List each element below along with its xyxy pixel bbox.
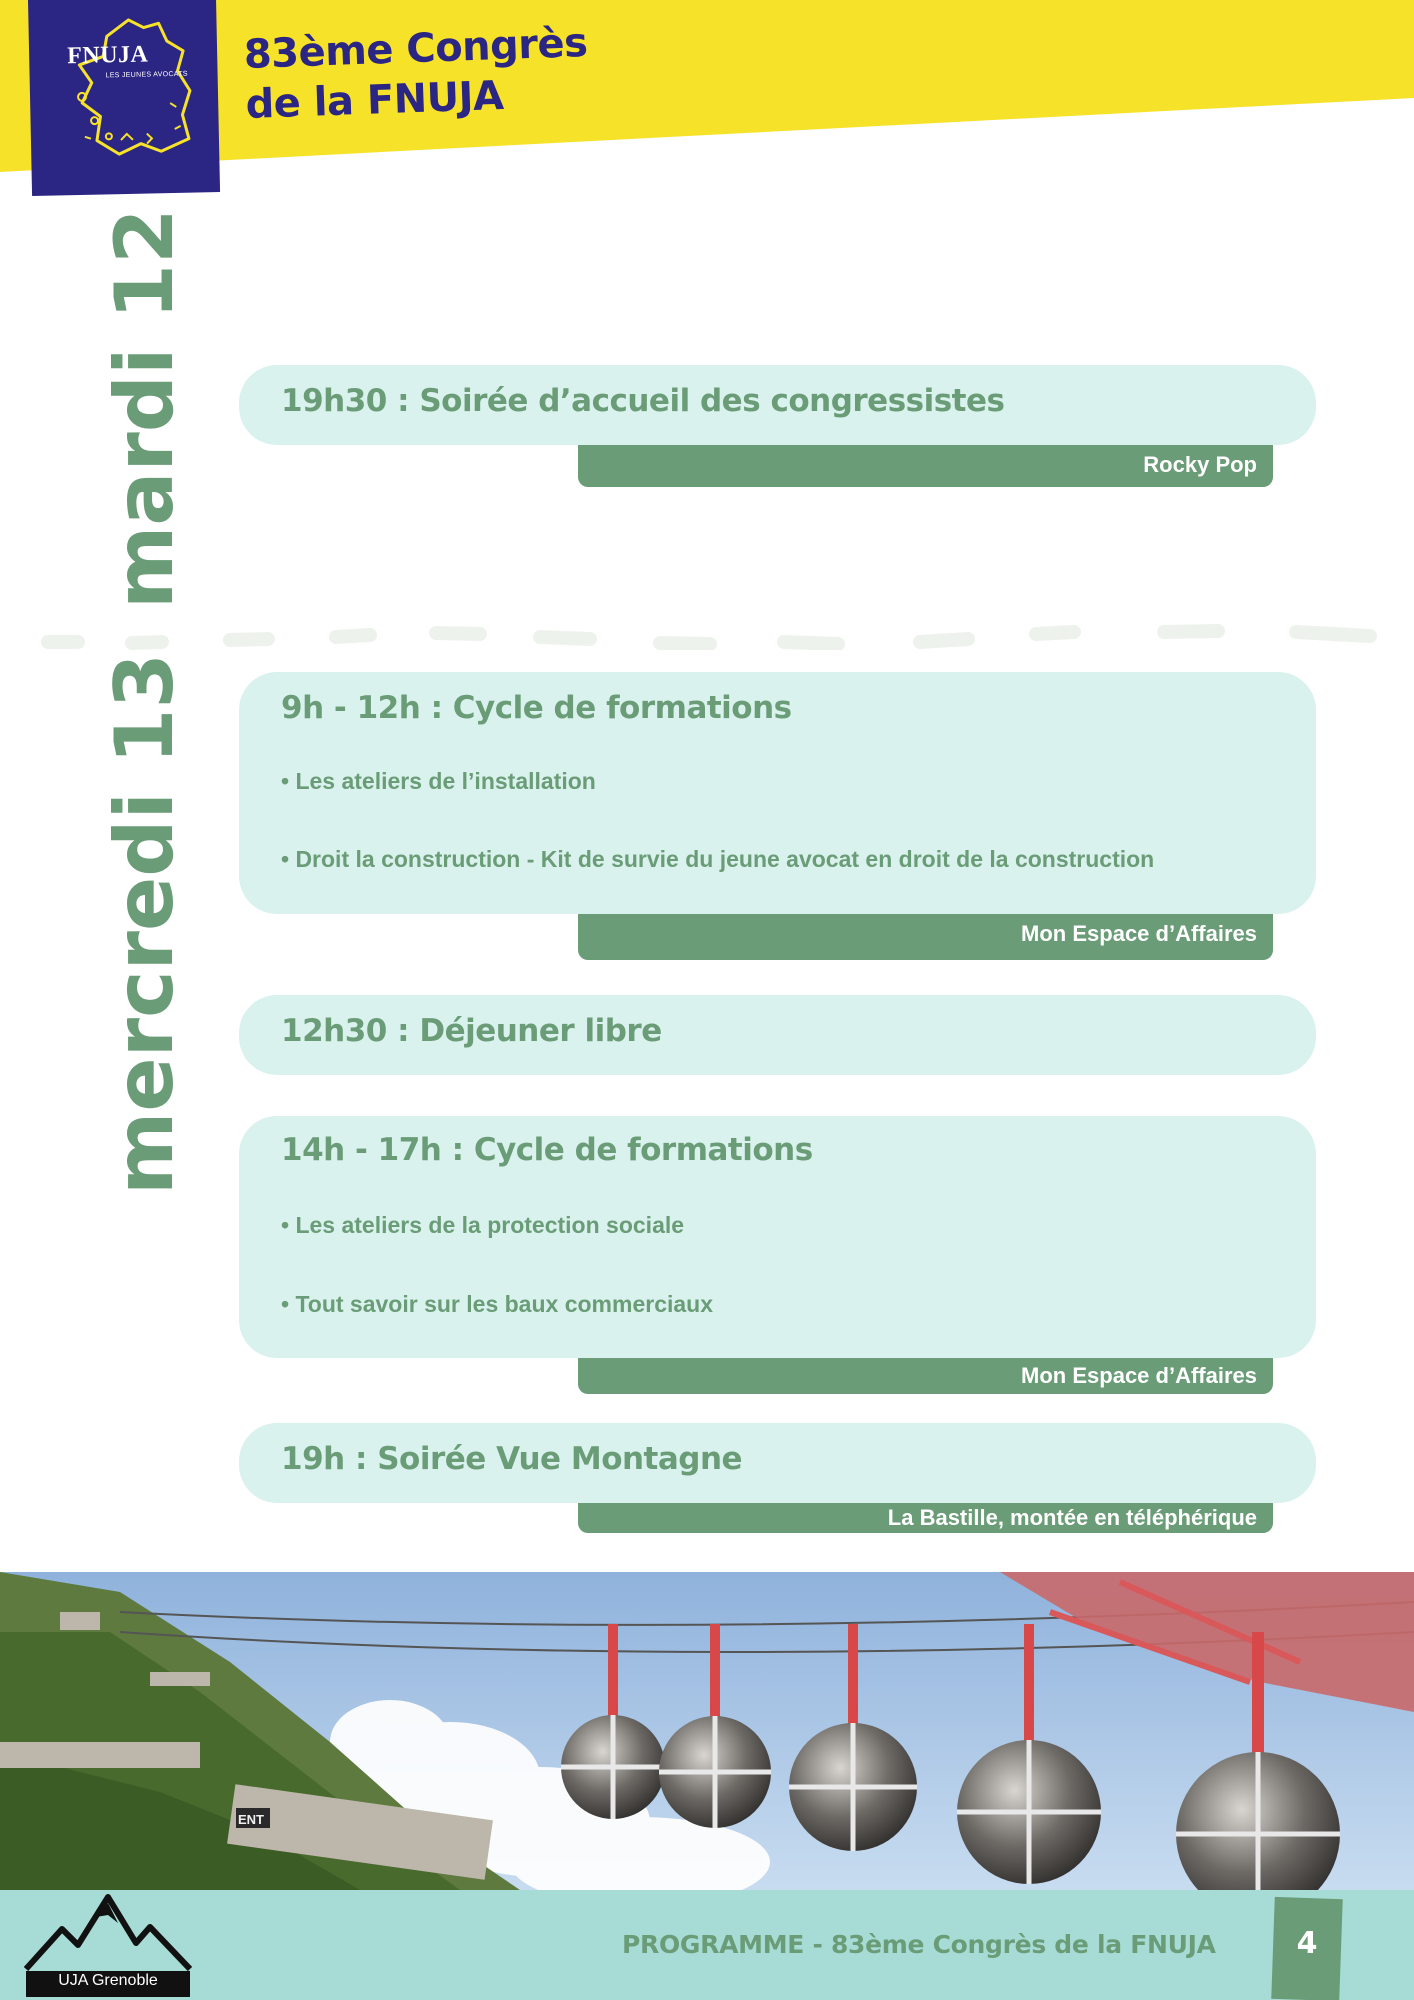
logo-text: FNUJA [66, 41, 149, 70]
header [0, 0, 1414, 175]
event-title: 19h : Soirée Vue Montagne [281, 1441, 743, 1477]
day-label-wednesday: mercredi 13 [98, 652, 191, 1195]
page-title [243, 18, 590, 130]
event-item: • Les ateliers de l’installation [281, 768, 596, 794]
event-item: • Les ateliers de la protection sociale [281, 1212, 685, 1238]
building-sign: ENT [238, 1812, 264, 1827]
event-title: 12h30 : Déjeuner libre [281, 1013, 662, 1049]
title-line-2: de la FNUJA [244, 72, 505, 128]
event-card [239, 672, 1316, 914]
footer [0, 1890, 1414, 2000]
event-location: Rocky Pop [578, 445, 1273, 487]
event-card [239, 365, 1316, 445]
logo-subtext: LES JEUNES AVOCATS [105, 70, 188, 80]
event-title: 9h - 12h : Cycle de formations [281, 690, 792, 726]
cable-car-illustration [0, 1572, 1414, 1890]
fnuja-logo [28, 0, 220, 196]
title-line-1: 83ème Congrès [243, 20, 589, 78]
uja-logo-text: UJA Grenoble [58, 1972, 158, 1989]
event-location: La Bastille, montée en téléphérique [578, 1503, 1273, 1533]
footer-title: PROGRAMME - 83ème Congrès de la FNUJA [622, 1930, 1216, 1959]
cable-car-photo [0, 1572, 1414, 1890]
event-card [239, 1423, 1316, 1503]
event-title: 14h - 17h : Cycle de formations [281, 1132, 813, 1168]
event-card [239, 1116, 1316, 1358]
page-number: 4 [1296, 1926, 1318, 1961]
event-title: 19h30 : Soirée d’accueil des congressistes [281, 383, 1005, 419]
dashed-divider [40, 620, 1380, 650]
event-location: Mon Espace d’Affaires [578, 1358, 1273, 1394]
event-item: • Droit la construction - Kit de survie du jeune avocat en droit de la construction [281, 846, 1155, 872]
france-map-icon [58, 10, 201, 163]
event-item: • Tout savoir sur les baux commerciaux [281, 1291, 714, 1317]
day-label-tuesday: mardi 12 [98, 208, 191, 609]
event-location: Mon Espace d’Affaires [578, 914, 1273, 960]
event-card [239, 995, 1316, 1075]
